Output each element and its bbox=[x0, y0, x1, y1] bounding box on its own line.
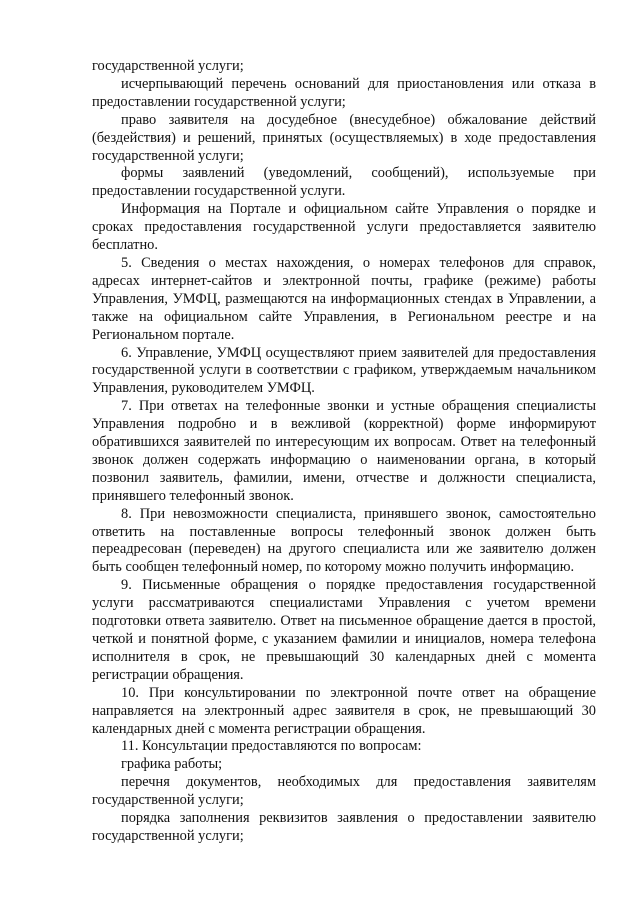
paragraph-appeal-right: право заявителя на досудебное (внесудебное) обжалование действий (бездействия) и решений, принятых (осуществляемых) в ходе предоставления государственной услуги; bbox=[92, 111, 596, 164]
paragraph-free-information: Информация на Портале и официальном сайте Управления о порядке и сроках предоставления государственной услуги предоставляется заявителю бесплатно. bbox=[92, 201, 596, 254]
paragraph-item-9: 9. Письменные обращения о порядке предоставления государственной услуги рассматриваются специалистами Управления с учетом времени подготовки ответа заявителю. Ответ на письменное обращение дается в простой, четкой и понятной форме, с указанием фамилии и инициалов, номера телефона исполнителя в срок, не превышающий 30 календарных дней с момента регистрации обращения. bbox=[92, 577, 596, 683]
paragraph-item-10: 10. При консультировании по электронной почте ответ на обращение направляется на электронный адрес заявителя в срок, не превышающий 30 календарных дней с момента регистрации обращения. bbox=[92, 684, 596, 737]
paragraph-continuation: государственной услуги; bbox=[92, 58, 244, 74]
paragraph-item-8: 8. При невозможности специалиста, принявшего звонок, самостоятельно ответить на поставленные вопросы телефонный звонок должен быть переадресован (переведен) на другого специалиста или же заявителю должен быть сообщен телефонный номер, по которому можно получить информацию. bbox=[92, 505, 596, 576]
list-item-schedule: графика работы; bbox=[121, 756, 223, 773]
paragraph-item-7: 7. При ответах на телефонные звонки и устные обращения специалисты Управления подробно и в вежливой (корректной) форме информируют обратившихся заявителей по интересующим их вопросам. Ответ на телефонный звонок должен содержать информацию о наименовании органа, в который позвонил заявитель, фамилии, имени, отчестве и должности специалиста, принявшего телефонный звонок. bbox=[92, 398, 596, 504]
list-item-documents: перечня документов, необходимых для предоставления заявителям государственной услуги; bbox=[92, 774, 596, 809]
paragraph-item-11: 11. Консультации предоставляются по вопросам: bbox=[121, 738, 422, 755]
document-page bbox=[92, 58, 596, 846]
paragraph-forms: формы заявлений (уведомлений, сообщений), используемые при предоставлении государственной услуги. bbox=[92, 165, 596, 200]
paragraph-item-5: 5. Сведения о местах нахождения, о номерах телефонов для справок, адресах интернет-сайтов и электронной почты, графике (режиме) работы Управления, УМФЦ, размещаются на информационных стендах в Управлении, а также на официальном сайте Управления, в Региональном реестре и на Региональном портале. bbox=[92, 254, 596, 343]
list-item-application-details: порядка заполнения реквизитов заявления о предоставлении заявителю государственной услуги; bbox=[92, 810, 596, 844]
paragraph-grounds-for-refusal: исчерпывающий перечень оснований для приостановления или отказа в предоставлении государственной услуги; bbox=[92, 75, 596, 110]
paragraph-item-6: 6. Управление, УМФЦ осуществляют прием заявителей для предоставления государственной услуги в соответствии с графиком, утверждаемым начальником Управления, руководителем УМФЦ. bbox=[92, 344, 596, 397]
